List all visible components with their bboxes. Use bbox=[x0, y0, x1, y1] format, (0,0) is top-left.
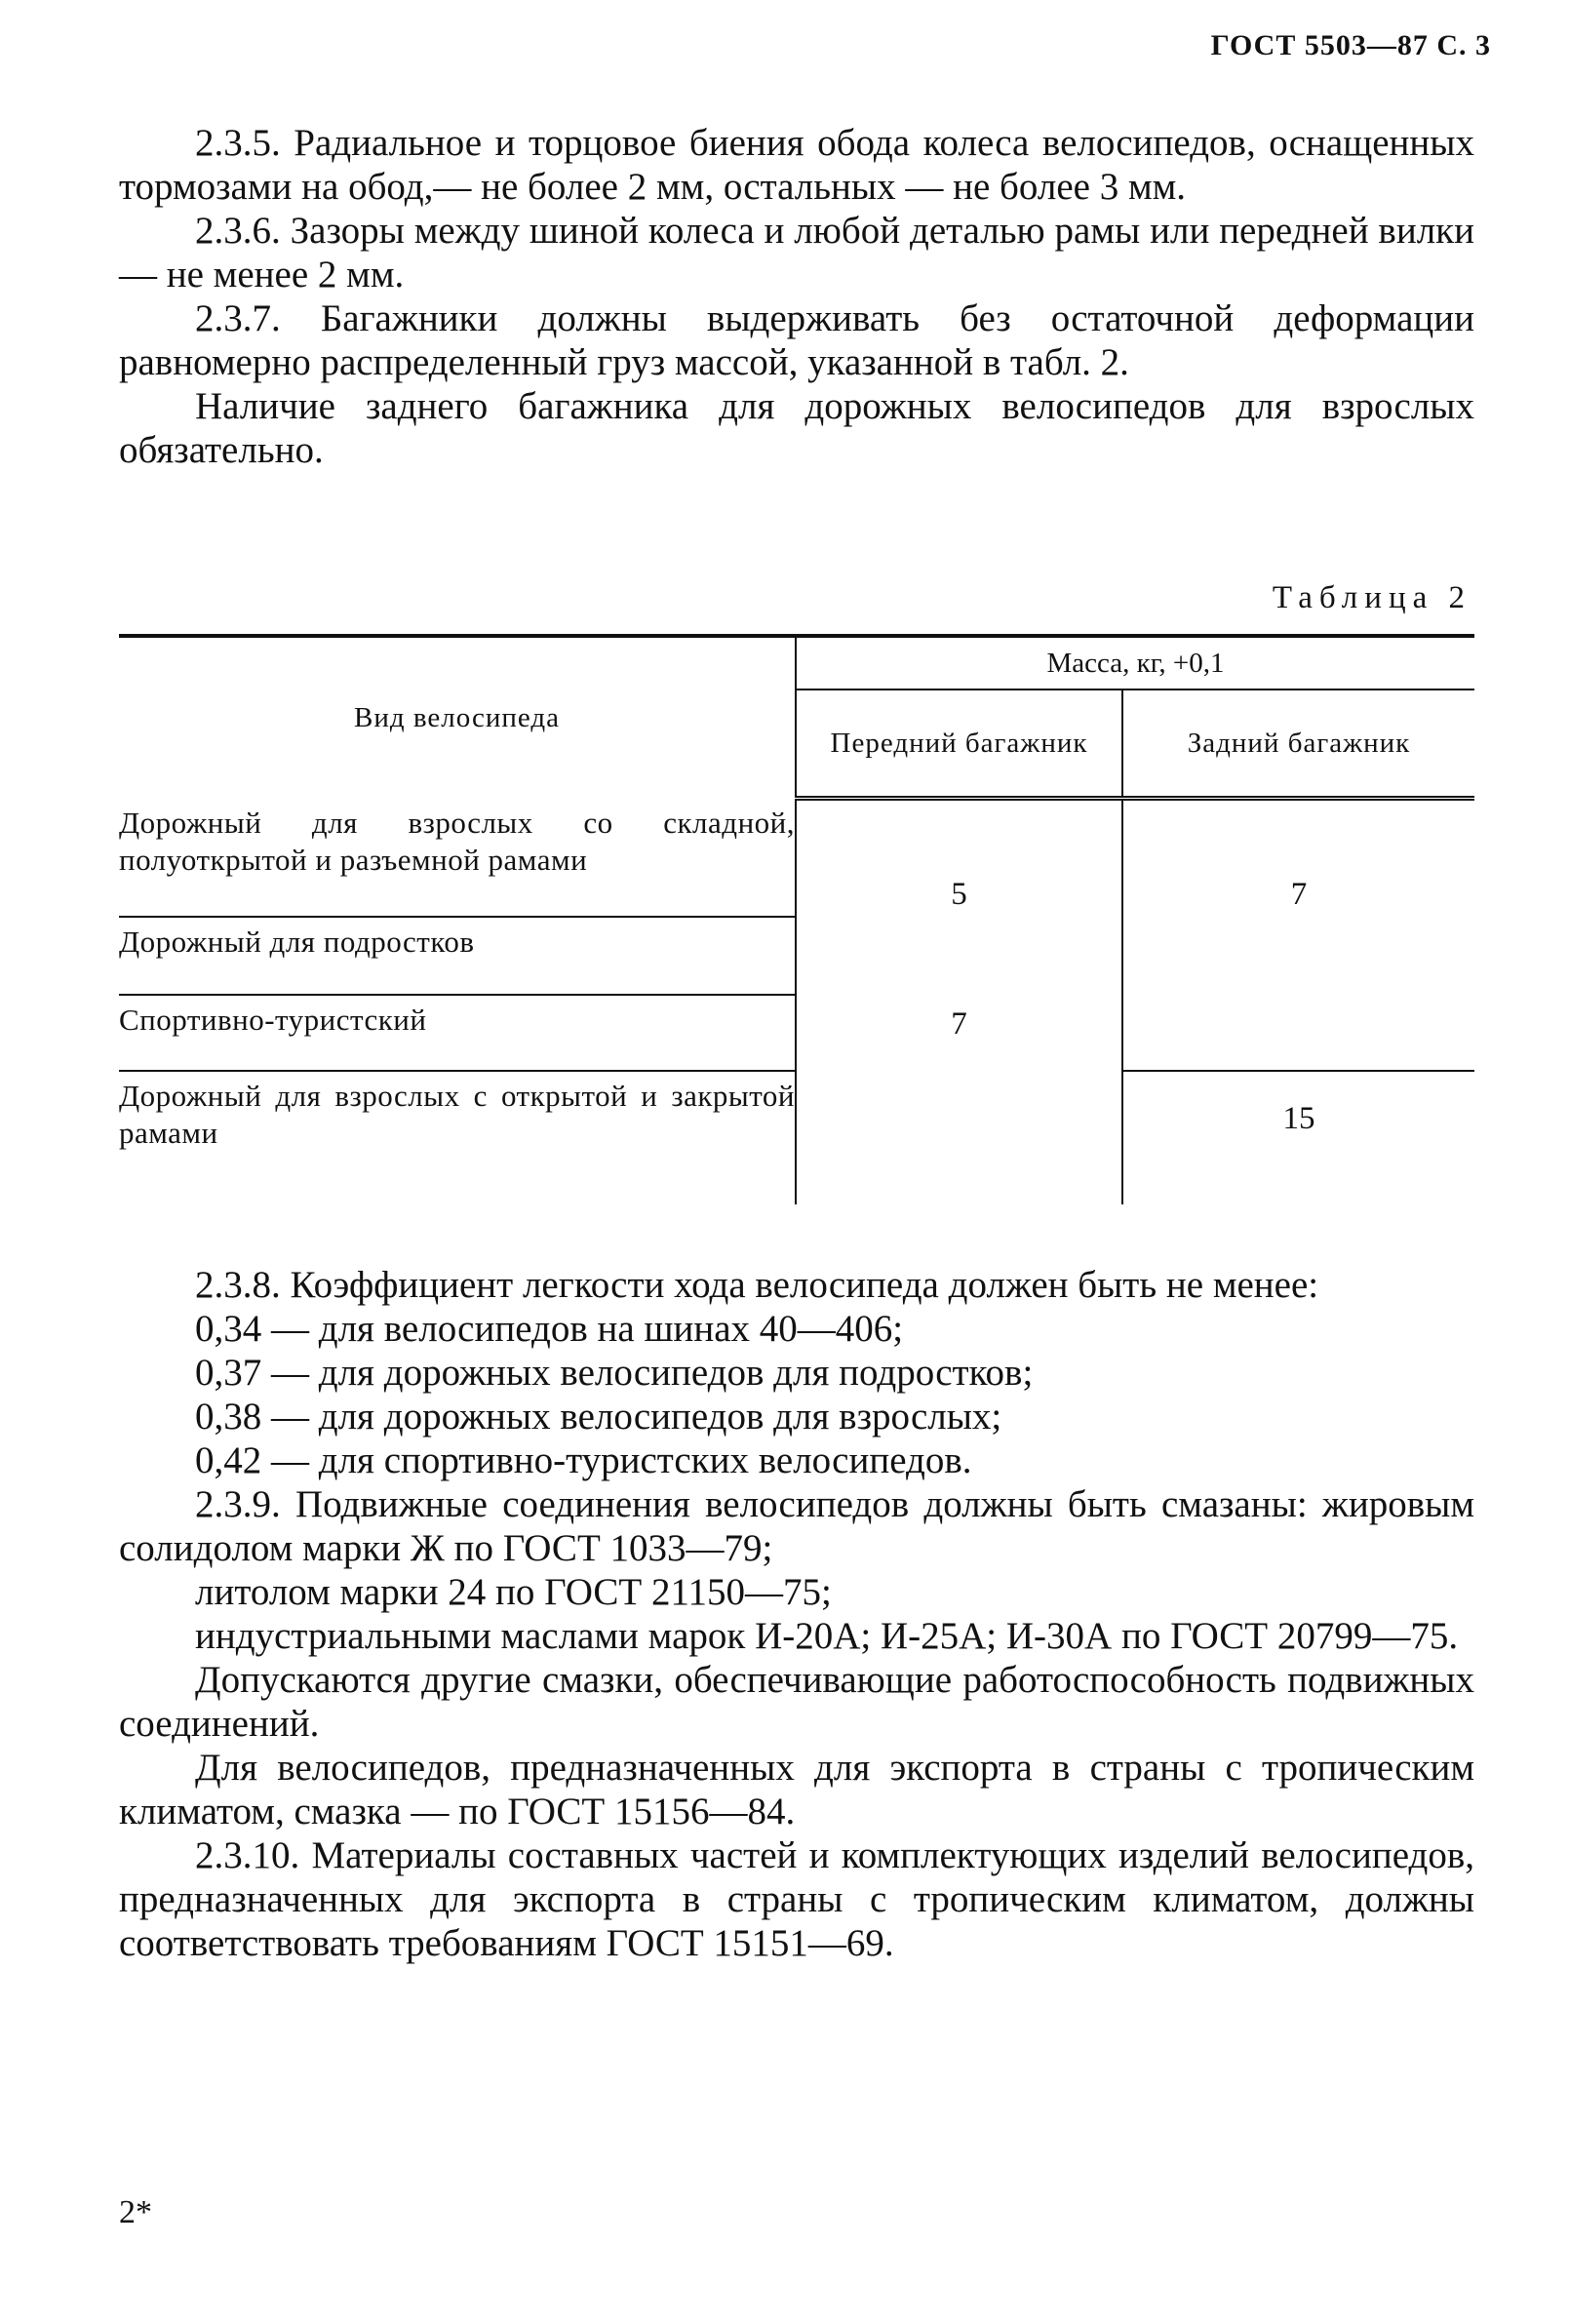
paragraph-rear-rack-note: Наличие заднего багажника для дорожных велосипедов для взрослых обязательно. bbox=[119, 385, 1474, 471]
row-type-text: Дорожный для взрослых со складной, полуоткрытой и разъемной рамами bbox=[119, 805, 795, 877]
paragraph-2-3-6: 2.3.6. Зазоры между шиной колеса и любой деталью рамы или передней вилки — не менее 2 мм. bbox=[119, 210, 1474, 295]
bottom-text-block bbox=[119, 1263, 1474, 1965]
paragraph-2-3-10: 2.3.10. Материалы составных частей и комплектующих изделий велосипедов, предназначенных для экспорта в страны с тропическим климатом, должны соответствовать требованиям ГОСТ 15151—69. bbox=[119, 1834, 1474, 1964]
lubricant-item: индустриальными маслами марок И-20А; И-25А; И-30А по ГОСТ 20799—75. bbox=[195, 1615, 1459, 1657]
table-header-row bbox=[119, 636, 1474, 689]
header-front-rack: Передний багажник bbox=[796, 689, 1122, 799]
row-type-cell bbox=[119, 1071, 796, 1204]
paragraph-2-3-5: 2.3.5. Радиальное и торцовое биения обода колеса велосипедов, оснащенных тормозами на обод,— не более 2 мм, остальных — не более 3 мм. bbox=[119, 122, 1474, 208]
paragraph-2-3-8: 2.3.8. Коэффициент легкости хода велосипеда должен быть не менее: bbox=[195, 1264, 1319, 1306]
coefficient-item: 0,34 — для велосипедов на шинах 40—406; bbox=[195, 1308, 904, 1350]
paragraph-other-lubricants: Допускаются другие смазки, обеспечивающие работоспособность подвижных соединений. bbox=[119, 1659, 1474, 1745]
table-row bbox=[119, 799, 1474, 917]
paragraph-2-3-9: 2.3.9. Подвижные соединения велосипедов должны быть смазаны: жировым солидолом марки Ж по ГОСТ 1033—79; bbox=[119, 1483, 1474, 1569]
page-header: ГОСТ 5503—87 С. 3 bbox=[1210, 29, 1491, 61]
table-caption: Таблица 2 bbox=[1272, 580, 1471, 615]
front-value-cell: 7 bbox=[796, 995, 1122, 1204]
front-value-cell: 5 bbox=[796, 799, 1122, 995]
page-signature-mark: 2* bbox=[119, 2194, 152, 2230]
coefficient-item: 0,38 — для дорожных велосипедов для взрослых; bbox=[195, 1396, 1002, 1438]
row-type-cell bbox=[119, 799, 796, 917]
header-rear-rack: Задний багажник bbox=[1122, 689, 1474, 799]
rear-value-cell: 7 bbox=[1290, 877, 1308, 912]
coefficient-item: 0,42 — для спортивно-туристских велосипедов. bbox=[195, 1439, 972, 1481]
top-text-block bbox=[119, 121, 1474, 472]
row-type-text: Дорожный для взрослых с открытой и закрытой рамами bbox=[119, 1078, 795, 1150]
header-mass: Масса, кг, +0,1 bbox=[796, 636, 1474, 689]
row-type-text: Дорожный для подростков bbox=[119, 924, 475, 959]
row-type-text: Спортивно-туристский bbox=[119, 1002, 427, 1037]
rear-value-cell: 15 bbox=[1122, 1071, 1474, 1204]
coefficient-item: 0,37 — для дорожных велосипедов для подростков; bbox=[195, 1352, 1034, 1394]
lubricant-item: литолом марки 24 по ГОСТ 21150—75; bbox=[195, 1571, 832, 1613]
rack-load-table bbox=[119, 634, 1474, 1204]
paragraph-export-lubricant: Для велосипедов, предназначенных для экспорта в страны с тропическим климатом, смазка — по ГОСТ 15156—84. bbox=[119, 1747, 1474, 1832]
row-type-cell bbox=[119, 917, 796, 995]
header-bicycle-type: Вид велосипеда bbox=[119, 636, 796, 799]
row-type-cell bbox=[119, 995, 796, 1071]
paragraph-2-3-7: 2.3.7. Багажники должны выдерживать без остаточной деформации равномерно распределенный груз массой, указанной в табл. 2. bbox=[119, 297, 1474, 383]
